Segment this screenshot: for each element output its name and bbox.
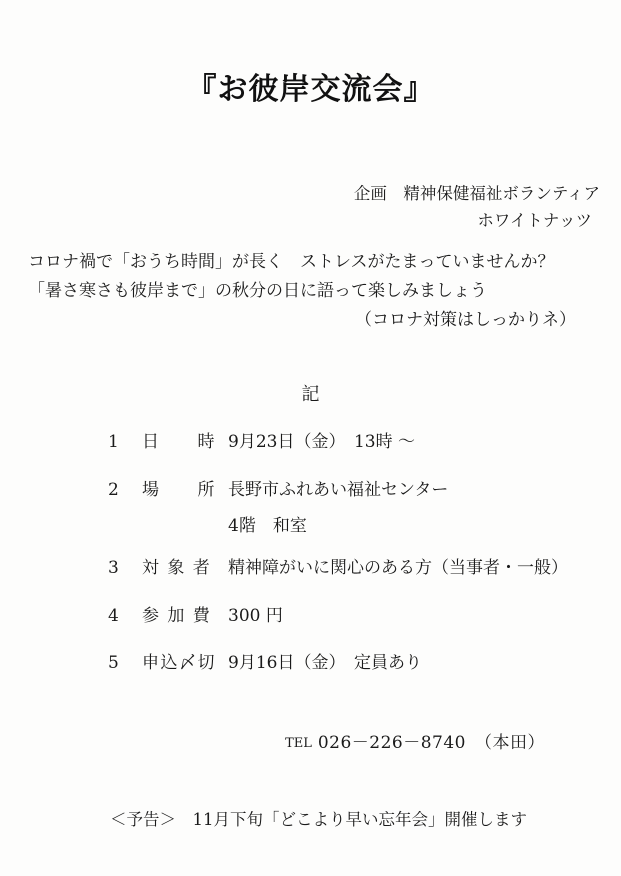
organizer-line-2: ホワイトナッツ (477, 211, 592, 231)
organizer-line-1: 企画 精神保健福祉ボランティア (353, 184, 600, 203)
telephone-icon: TEL (285, 736, 312, 751)
item-value: 長野市ふれあい福祉センター (228, 479, 449, 500)
item-value: 300 円 (228, 605, 283, 626)
page-title: 『お彼岸交流会』 (186, 72, 435, 107)
telephone-number: 026－226－8740 （本田） (317, 733, 545, 753)
list-item (0, 604, 621, 630)
item-label: 参 加 費 (142, 605, 212, 626)
item-value: 9月23日（金） 13時 ～ (228, 432, 415, 452)
list-item (0, 556, 621, 582)
list-item (0, 651, 621, 677)
item-label: 場 所 (142, 479, 216, 500)
intro-line-2: 「暑さ寒さも彼岸まで」の秋分の日に語って楽しみましょう (28, 281, 487, 302)
list-item (0, 430, 621, 456)
item-number: 5 (108, 653, 119, 673)
item-sub-value: 4階 和室 (228, 516, 307, 536)
list-item (0, 478, 621, 504)
details-list (0, 430, 621, 699)
intro-line-3: （コロナ対策はしっかりネ） (355, 310, 576, 331)
item-label: 申込〆切 (142, 653, 216, 673)
item-number: 3 (108, 558, 119, 578)
contact-line (0, 728, 545, 753)
item-value: 9月16日（金） 定員あり (228, 653, 422, 673)
intro-line-1: コロナ禍で「おうち時間」が長く ストレスがたまっていませんか？ (28, 252, 555, 272)
item-number: 2 (108, 479, 119, 500)
item-number: 4 (108, 605, 119, 626)
advance-notice: ＜予告＞ 11月下旬「どこより早い忘年会」開催します (110, 810, 527, 829)
intro-paragraph (28, 248, 598, 336)
organizer-block (0, 180, 600, 234)
item-number: 1 (108, 432, 119, 452)
item-label: 対 象 者 (142, 558, 212, 578)
item-label: 日 時 (142, 432, 216, 452)
ki-marker: 記 (301, 384, 320, 405)
item-value: 精神障がいに関心のある方（当事者・一般） (228, 558, 568, 578)
